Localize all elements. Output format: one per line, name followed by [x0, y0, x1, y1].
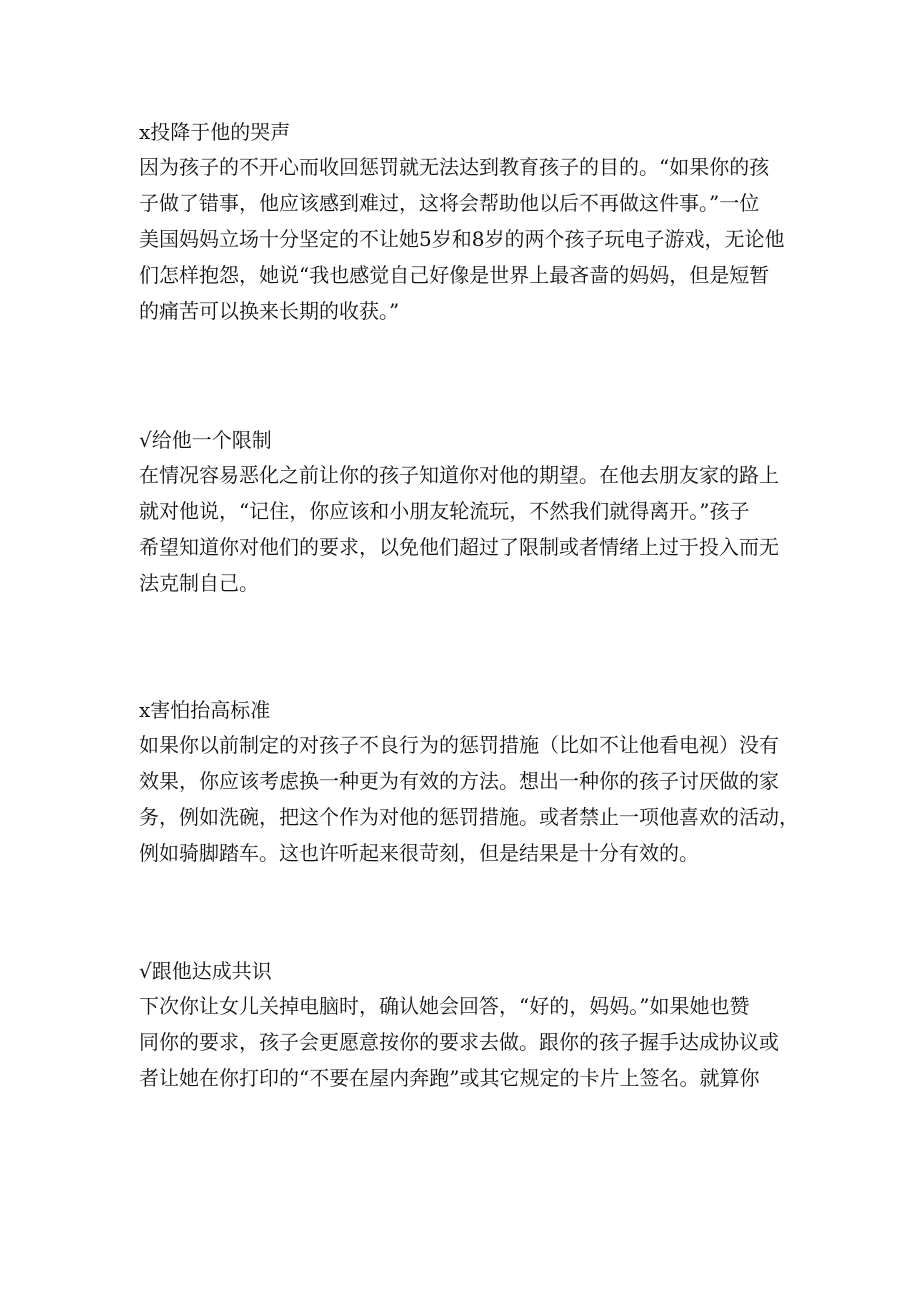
section-paragraph: [139, 984, 799, 1088]
section-heading: x投降于他的哭声: [139, 120, 291, 144]
paragraph-line: 务，例如洗碗，把这个作为对他的惩罚措施。或者禁止一项他喜欢的活动，: [139, 805, 799, 829]
paragraph-line: 因为孩子的不开心而收回惩罚就无法达到教育孩子的目的。“如果你的孩: [139, 155, 770, 179]
section-reach-consensus: [139, 958, 799, 1104]
paragraph-line: 同你的要求，孩子会更愿意按你的要求去做。跟你的孩子握手达成协议或: [139, 1030, 779, 1054]
section-paragraph: [139, 723, 799, 863]
section-paragraph: [139, 453, 799, 593]
paragraph-line: 美国妈妈立场十分坚定的不让她5岁和8岁的两个孩子玩电子游戏，无论他: [139, 227, 785, 251]
paragraph-line: 希望知道你对他们的要求，以免他们超过了限制或者情绪上过于投入而无: [139, 535, 779, 559]
section-surrender-to-crying: [139, 119, 799, 337]
paragraph-line: 就对他说，“记住，你应该和小朋友轮流玩，不然我们就得离开。”孩子: [139, 499, 750, 523]
paragraph-line: 效果，你应该考虑换一种更为有效的方法。想出一种你的孩子讨厌做的家: [139, 769, 779, 793]
section-heading: √给他一个限制: [139, 428, 272, 452]
section-give-a-limit: [139, 427, 799, 609]
paragraph-line: 例如骑脚踏车。这也许听起来很苛刻，但是结果是十分有效的。: [139, 841, 699, 865]
paragraph-line: 在情况容易恶化之前让你的孩子知道你对他的期望。在他去朋友家的路上: [139, 463, 779, 487]
paragraph-line: 者让她在你打印的“不要在屋内奔跑”或其它规定的卡片上签名。就算你: [139, 1066, 760, 1090]
section-heading: x害怕抬高标准: [139, 698, 271, 722]
paragraph-line: 的痛苦可以换来长期的收获。”: [139, 299, 400, 323]
paragraph-line: 们怎样抱怨，她说“我也感觉自己好像是世界上最吝啬的妈妈，但是短暂: [139, 263, 770, 287]
section-paragraph: [139, 145, 799, 321]
section-afraid-to-raise-standards: [139, 697, 799, 879]
paragraph-line: 法克制自己。: [139, 571, 259, 595]
section-heading: √跟他达成共识: [139, 959, 272, 983]
paragraph-line: 子做了错事，他应该感到难过，这将会帮助他以后不再做这件事。”一位: [139, 191, 760, 215]
paragraph-line: 下次你让女儿关掉电脑时，确认她会回答，“好的，妈妈。”如果她也赞: [139, 994, 750, 1018]
paragraph-line: 如果你以前制定的对孩子不良行为的惩罚措施（比如不让他看电视）没有: [139, 733, 779, 757]
